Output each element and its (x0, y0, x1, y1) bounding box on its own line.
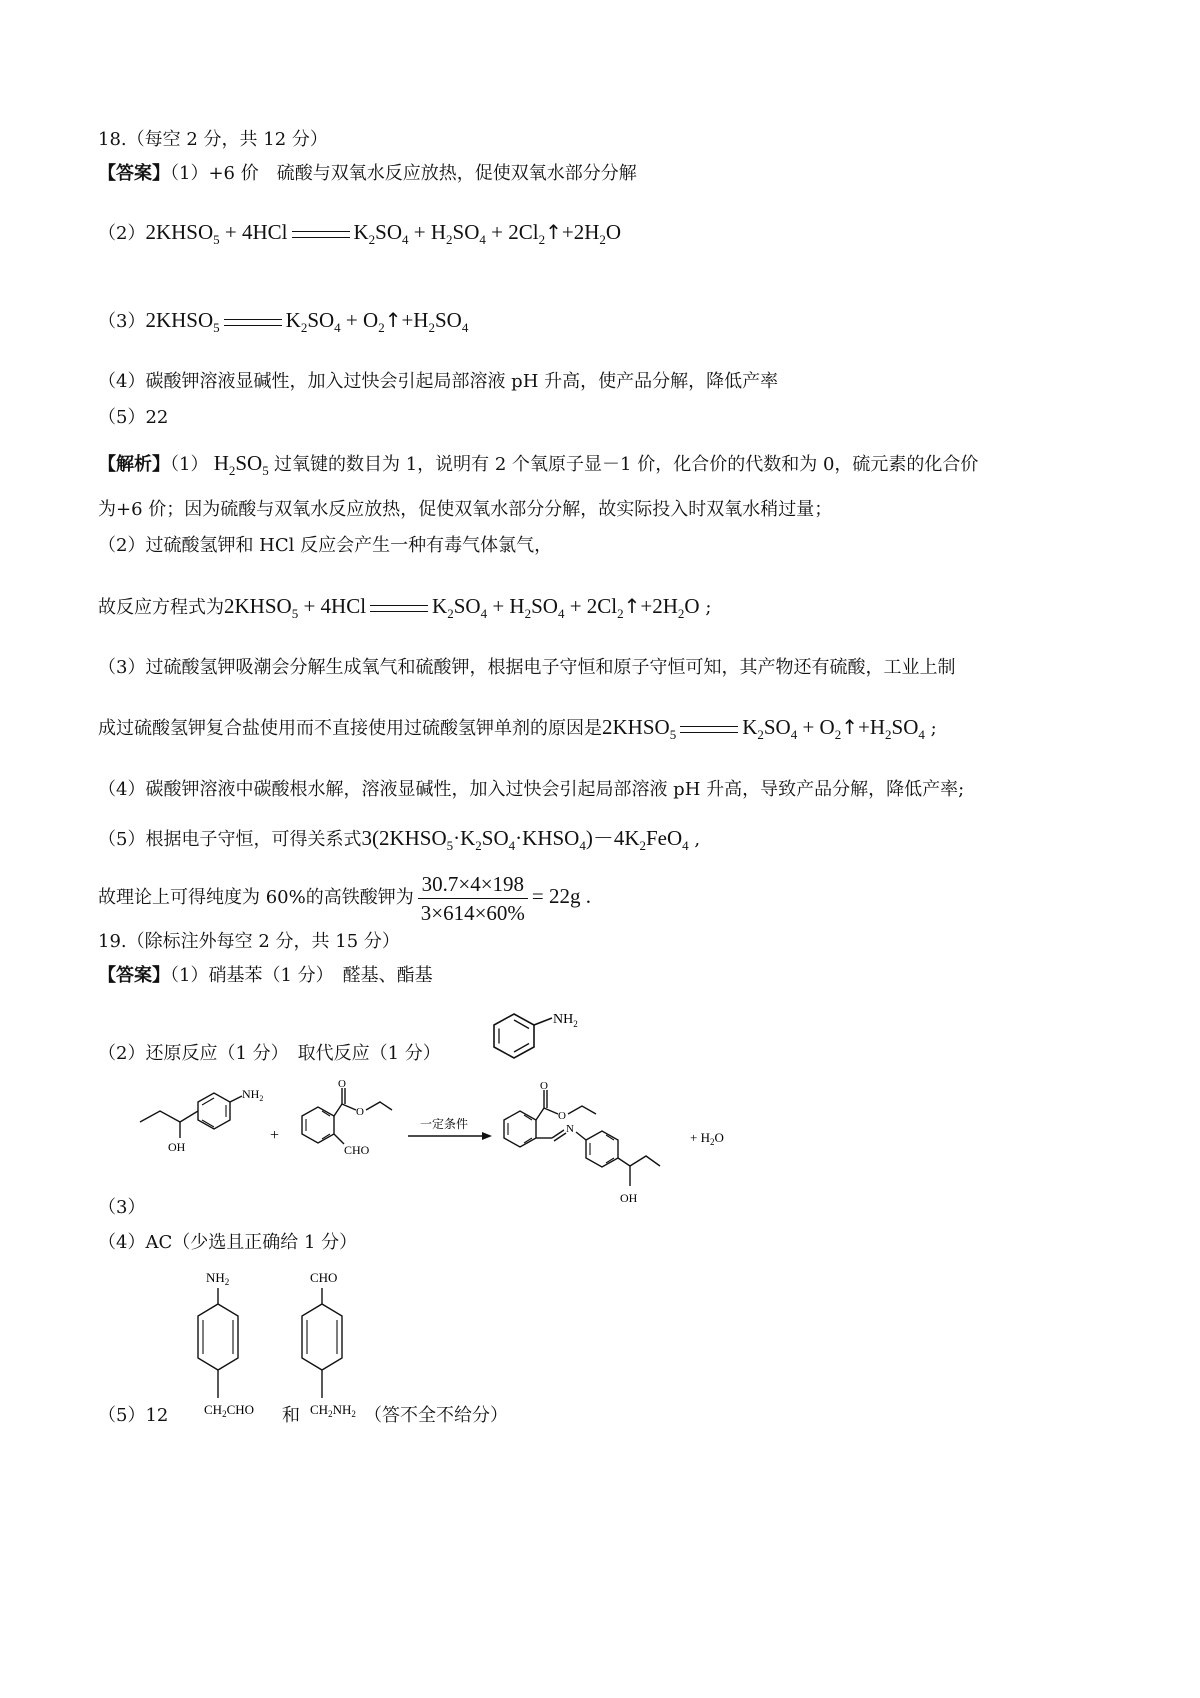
q19-answer-5-note: （答不全不给分） (364, 1405, 508, 1426)
svg-text:NH2: $NH_2$ (553, 1012, 578, 1029)
svg-text:NH2: $NH_2$ (206, 1270, 230, 1287)
reaction-scheme (130, 1080, 750, 1220)
q18-analysis-2b: 故反应方程式为$2KHSO_5 + 4HCl$ $K_2SO_4 + H_2SO_4$ + $2Cl_2↑+2H_2O$ ; (98, 594, 712, 621)
q19-answer-5: （5）12 (98, 1405, 169, 1426)
q19-answer-2: （2）还原反应（1 分） 取代反应（1 分） (98, 1043, 441, 1064)
answer-tag: 【答案】 (98, 163, 170, 184)
aniline-structure (484, 1008, 594, 1068)
svg-text:NH2: $NH_2$ (242, 1087, 264, 1103)
equation-khso5-hcl: $2KHSO_5 + 4HCl$ $K_2SO_4 + H_2SO_4$ + $2Cl_2↑+2H_2O$ (145, 220, 622, 247)
svg-text:OH: OH (168, 1140, 186, 1154)
svg-text:O: O (338, 1080, 346, 1090)
svg-text:+ H2O: + $H_2O$ (690, 1130, 724, 1147)
purity-result: = 22g . (531, 884, 592, 908)
q18-analysis-1: 【解析】（1） $H_2SO_5$ 过氧键的数目为 1，说明有 2 个氧原子显－1 价，化合价的代数和为 0，硫元素的化合价 (98, 451, 979, 478)
q18-analysis-5b: 故理论上可得纯度为 60%的高铁酸钾为 $\frac{30.7\times 4\times 198}{3\times 614\times 60\%}$ = 22g . (98, 871, 592, 925)
answer-tag: 【答案】 (98, 965, 170, 986)
equation-khso5-decomp: $2KHSO_5$ $K_2SO_4$ + $O_2↑+H_2SO_4$ (145, 308, 469, 335)
svg-text:一定条件: 一定条件 (420, 1117, 469, 1131)
q19-header: 19.（除标注外每空 2 分，共 15 分） (98, 931, 400, 952)
svg-text:CHO: CHO (310, 1270, 338, 1285)
analysis-tag: 【解析】 (98, 454, 170, 475)
reactant-amino-alcohol (140, 1087, 263, 1154)
reactant-ester-aldehyde (302, 1080, 392, 1157)
isomer-aminophenylacetaldehyde (198, 1270, 254, 1419)
q19-answer-5-and: 和 (282, 1405, 300, 1426)
q18-header: 18.（每空 2 分，共 12 分） (98, 129, 328, 150)
q18-answer-1: 【答案】（1）+6 价 硫酸与双氧水反应放热，促使双氧水部分分解 (98, 163, 637, 184)
svg-text:CH2NH2: $CH_2NH_2$ (310, 1402, 356, 1419)
svg-text:+: + (270, 1127, 280, 1144)
q18-analysis-1b: 为+6 价；因为硫酸与双氧水反应放热，促使双氧水部分分解，故实际投入时双氧水稍过量； (98, 499, 833, 520)
q18-analysis-3: （3）过硫酸氢钾吸潮会分解生成氧气和硫酸钾，根据电子守恒和原子守恒可知，其产物还有硫酸，工业上制 (98, 657, 956, 678)
svg-text:O: O (356, 1106, 364, 1118)
q18-analysis-5: （5）根据电子守恒，可得关系式$3(2KHSO_5\cdot K_2SO_4\cdot KHSO_4)-4K_2FeO_4$ , (98, 826, 701, 853)
q18-answer-4: （4）碳酸钾溶液显碱性，加入过快会引起局部溶液 pH 升高，使产品分解，降低产率 (98, 371, 779, 392)
relation-formula: $3(2KHSO_5\cdot K_2SO_4\cdot KHSO_4)-4K_2FeO_4$ (361, 826, 689, 853)
equation-analysis-2: $2KHSO_5 + 4HCl$ $K_2SO_4 + H_2SO_4$ + $2Cl_2↑+2H_2O$ (224, 594, 700, 621)
q18-answer-5: （5）22 (98, 407, 169, 428)
q18-analysis-4: （4）碳酸钾溶液中碳酸根水解，溶液显碱性，加入过快会引起局部溶液 pH 升高，导致产品分解，降低产率; (98, 779, 965, 800)
q19-answer-4: （4）AC（少选且正确给 1 分） (98, 1232, 358, 1253)
svg-text:OH: OH (620, 1191, 638, 1205)
svg-text:CH2CHO: $CH_2CHO$ (204, 1402, 255, 1419)
q18-answer-3: $(3)2KHSO_5$ $K_2SO_4$ + $O_2↑+H_2SO_4$ (98, 308, 469, 335)
q18-analysis-2: （2）过硫酸氢钾和 HCl 反应会产生一种有毒气体氯气， (98, 535, 553, 556)
svg-text:CHO: CHO (344, 1143, 370, 1157)
svg-text:N: N (566, 1123, 574, 1135)
product-imine (504, 1080, 660, 1205)
equation-analysis-3: $2KHSO_5$ $K_2SO_4$ + $O_2↑+H_2SO_4$ (602, 715, 925, 742)
formula-h2so5: $H_2SO_5$ (208, 451, 269, 478)
q19-answer-1: 【答案】（1）硝基苯（1 分） 醛基、酯基 (98, 965, 433, 986)
purity-fraction: $\frac{30.7\times 4\times 198}{3\times 614\times 60\%}$ (418, 872, 528, 925)
q18-analysis-3b: 成过硫酸氢钾复合盐使用而不直接使用过硫酸氢钾单剂的原因是$2KHSO_5$ $K_2SO_4$ + $O_2↑+H_2SO_4$ ; (98, 715, 937, 742)
q19-answer-3: （3） (98, 1197, 146, 1218)
svg-text:O: O (540, 1080, 548, 1092)
isomer-aminomethylbenzaldehyde (302, 1270, 356, 1419)
svg-text:O: O (558, 1110, 566, 1122)
q18-answer-2: $(2)2KHSO_5 + 4HCl$ $K_2SO_4 + H_2SO_4$ + $2Cl_2↑+2H_2O$ (98, 220, 622, 247)
